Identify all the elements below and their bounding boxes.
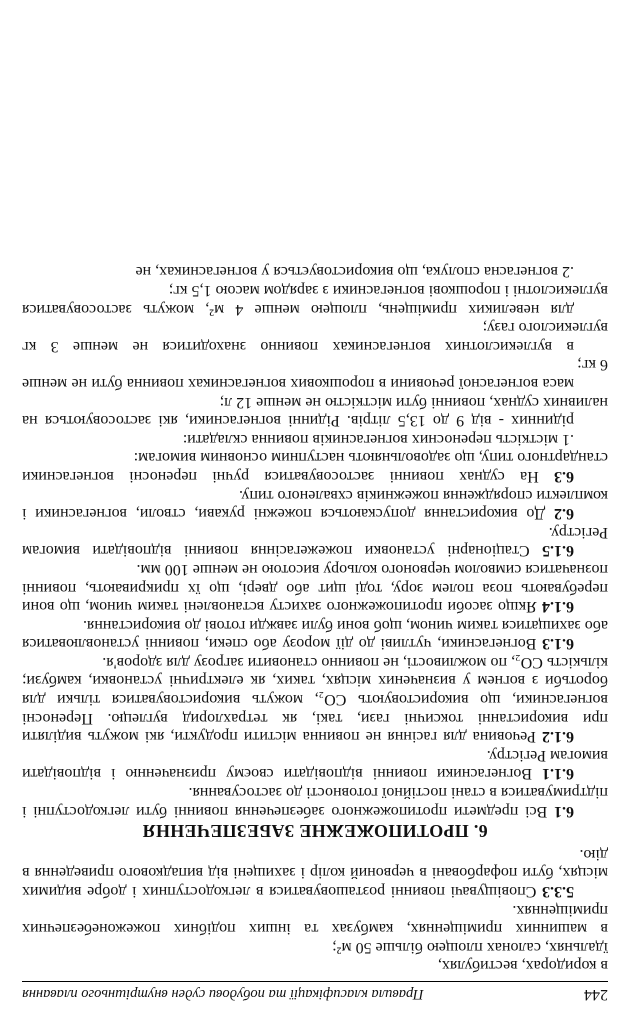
paragraph-text: До використання допускаються пожежні рукави, стволи, вогнегасники і комплекти спорядження пожежників схваленого типу. xyxy=(22,486,608,523)
paragraph-text: Вогнегасники, чутливі до дії морозу або спеки, повинні установлюватися або захищатися таким чином, щоб вони були завжди готові до використання. xyxy=(21,616,608,653)
paragraph-text: Речовина для гасіння не повинна містити продукти, які можуть виділяти при використанні токсичні гази, такі, як тетрахлорид вуглецю. Переносні вогнегасники, що використовують CO₂, можуть використовуватися тільки для боротьби з вогнем у визначених місцях, таких, як електричні установки, камбузи; кількість CO₂, по можливості, не повинно становити загрозу для здоров'я. xyxy=(21,653,608,746)
paragraph-text: Сповіщувачі повинні розташовуватися в легкодоступних і добре видимих місцях, бути пофарбовані в червоний колір і захищені від випадкового приведення в дію. xyxy=(21,845,608,901)
chapter-heading: 6. ПРОТИПОЖЕЖНЕ ЗАБЕЗПЕЧЕННЯ xyxy=(142,821,488,842)
paragraph-text: Стаціонарні установки пожежегасіння повинні відповідати вимогам Регістру. xyxy=(21,523,608,560)
section-number: 6.1.2 xyxy=(542,728,574,746)
paragraph-text: місткість переносних вогнегасників повинна складати: xyxy=(182,430,558,448)
section-number: 6.1.5 xyxy=(542,542,574,560)
paragraph-6-1-3 xyxy=(22,615,608,652)
list-item-2 xyxy=(22,262,608,281)
section-number: 6.1 xyxy=(554,802,574,820)
paragraph: рідинних - від 9 до 13,5 літрів. Рідинні вогнегасники, які застосовуються на наливних суднах, повинні бути місткістю не менше 12 л; xyxy=(22,393,608,430)
paragraph-6-1 xyxy=(22,782,608,819)
paragraph-6-1-2 xyxy=(22,652,608,745)
section-number: 6.1.4 xyxy=(542,598,574,616)
paragraph-6-2 xyxy=(22,485,608,522)
paragraph-text: вогнегасна сполука, що використовується у вогнегасниках, не xyxy=(135,263,558,281)
list-marker: .2 xyxy=(562,263,574,281)
paragraph-text: Всі предмети протипожежного забезпечення повинні бути легкодоступні і підтримуватися в стані постійної готовності до застосування. xyxy=(22,784,608,820)
paragraph: їдальнях, салонах площею більше 50 м²; xyxy=(332,938,608,956)
paragraph: для невеликих приміщень, площею менше 4 м², можуть застосовуватися вуглекислотні і порошкові вогнегасники з зарядом масою 1,5 кг; xyxy=(22,282,608,318)
section-number: 6.3 xyxy=(554,467,574,485)
paragraph-6-1-1 xyxy=(22,745,608,782)
section-number: 6.1.3 xyxy=(542,635,574,653)
paragraph: в машинних приміщеннях, камбузах та інших подібних пожежонебезпечних приміщеннях. xyxy=(22,901,608,938)
list-item-1 xyxy=(22,429,608,448)
page-number: 244 xyxy=(584,986,608,1003)
paragraph-text: На суднах повинні застосовуватися ручні переносні вогнегасники стандартного типу, що задовольняють наступним основним вимогам: xyxy=(22,449,608,485)
running-title: Правила класифікації та побудови суден внутрішнього плавання xyxy=(22,986,424,1002)
paragraph: маса вогнегасної речовини в порошкових вогнегасниках повинна бути не менше 6 кг; xyxy=(22,356,608,392)
paragraph-6-1-5 xyxy=(22,522,608,559)
paragraph: в коридорах, вестибулях, xyxy=(437,957,608,975)
paragraph-5-3-3 xyxy=(22,844,608,900)
running-header xyxy=(22,981,608,1003)
paragraph-text: Якщо засоби протипожежного захисту встановлені таким чином, що вони перебувають поза полем зору, тоді щит або двері, що їх прикривають, повинні позначатися символом червоного кольору висотою не менше 100 мм. xyxy=(21,560,608,616)
section-number: 6.1.1 xyxy=(542,765,574,783)
paragraph-6-3 xyxy=(22,448,608,485)
paragraph-text: Вогнегасники повинні відповідати своєму призначенню і відповідати вимогам Регістру. xyxy=(22,746,608,783)
list-marker: .1 xyxy=(562,430,574,448)
section-number: 6.2 xyxy=(554,505,574,523)
paragraph: в вуглекислотних вогнегасниках повинно знаходитися не менше 3 кг вуглекислого газу; xyxy=(22,319,608,355)
section-number: 5.3.3 xyxy=(542,883,574,901)
paragraph-6-1-4 xyxy=(22,559,608,615)
